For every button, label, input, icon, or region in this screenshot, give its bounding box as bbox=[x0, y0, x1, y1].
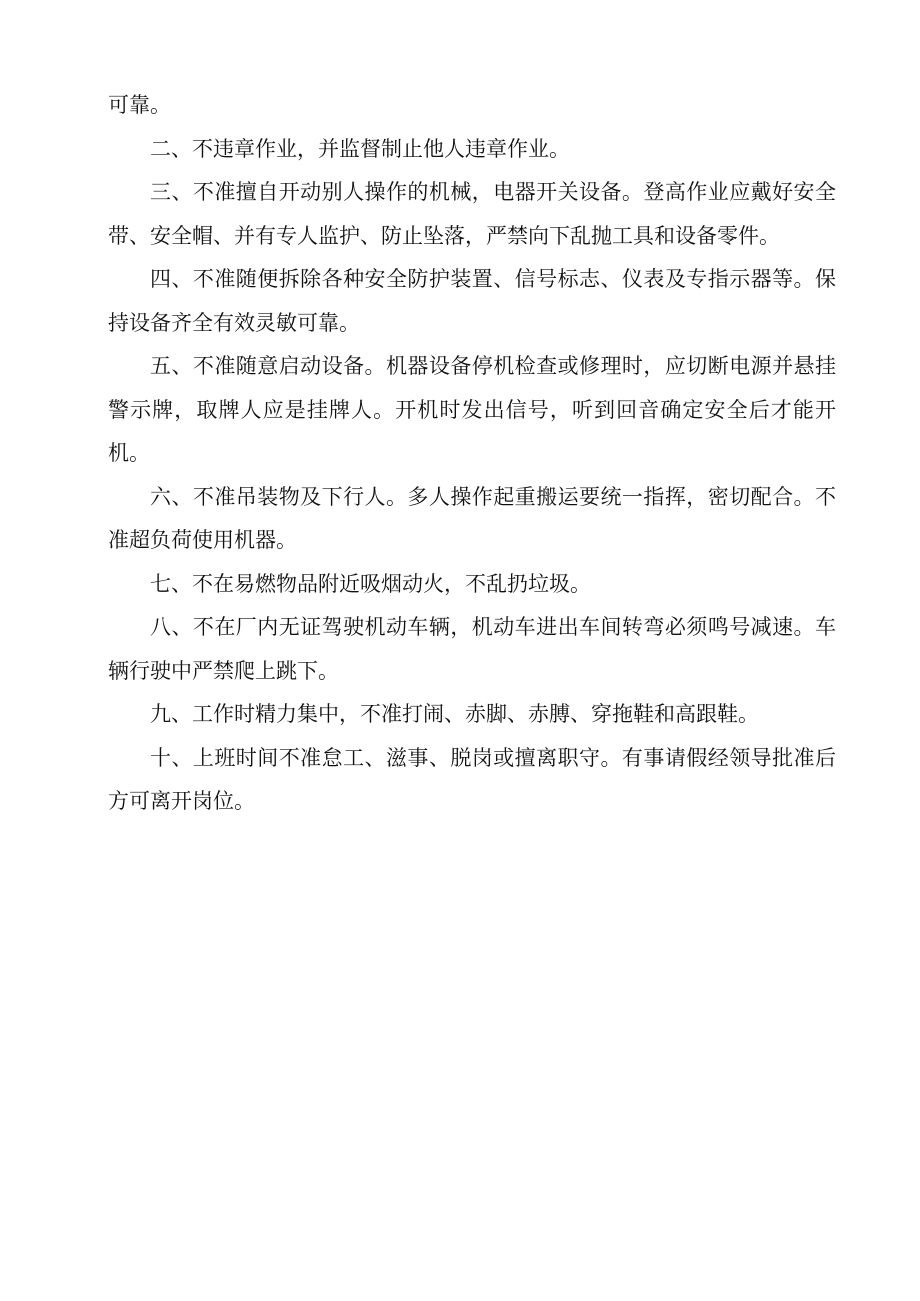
paragraph-rule-10: 十、上班时间不准怠工、滋事、脱岗或擅离职守。有事请假经领导批准后方可离开岗位。 bbox=[108, 745, 836, 813]
document-body bbox=[108, 84, 836, 824]
paragraph-rule-3: 三、不准擅自开动别人操作的机械，电器开关设备。登高作业应戴好安全带、安全帽、并有专人监护、防止坠落，严禁向下乱抛工具和设备零件。 bbox=[108, 180, 836, 248]
paragraph-rule-4: 四、不准随便拆除各种安全防护装置、信号标志、仪表及专指示器等。保持设备齐全有效灵敏可靠。 bbox=[108, 267, 836, 335]
paragraph-rule-9: 九、工作时精力集中，不准打闹、赤脚、赤膊、穿拖鞋和高跟鞋。 bbox=[150, 702, 759, 726]
paragraph-rule-8: 八、不在厂内无证驾驶机动车辆，机动车进出车间转弯必须鸣号减速。车辆行驶中严禁爬上跳下。 bbox=[108, 615, 836, 683]
paragraph-rule-2: 二、不违章作业，并监督制止他人违章作业。 bbox=[150, 136, 570, 161]
paragraph-continuation: 可靠。 bbox=[108, 93, 171, 117]
paragraph-rule-5: 五、不准随意启动设备。机器设备停机检查或修理时，应切断电源并悬挂警示牌，取牌人应是挂牌人。开机时发出信号，听到回音确定安全后才能开机。 bbox=[108, 354, 836, 465]
paragraph-rule-7: 七、不在易燃物品附近吸烟动火，不乱扔垃圾。 bbox=[150, 571, 591, 596]
paragraph-rule-6: 六、不准吊装物及下行人。多人操作起重搬运要统一指挥，密切配合。不准超负荷使用机器。 bbox=[108, 484, 836, 552]
